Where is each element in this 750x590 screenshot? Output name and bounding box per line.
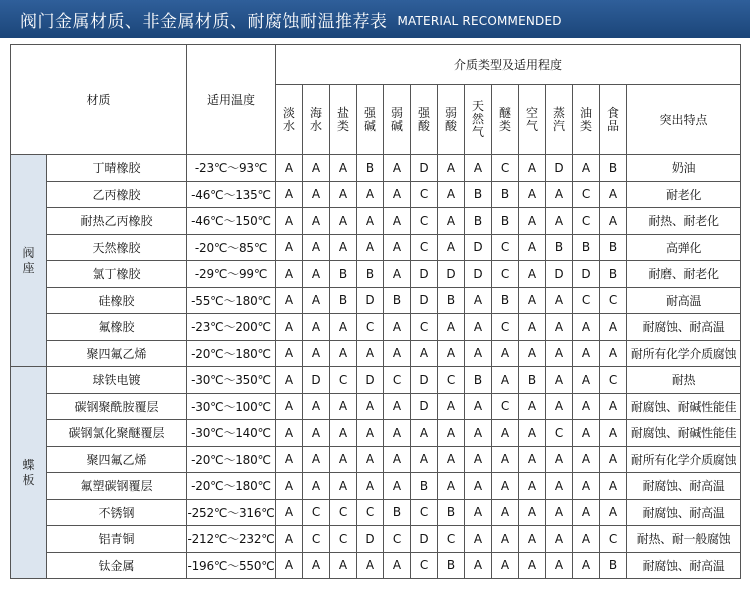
grade-cell: A (384, 393, 411, 420)
grade-cell: A (330, 473, 357, 500)
grade-cell: A (438, 473, 465, 500)
grade-cell: A (546, 446, 573, 473)
grade-cell: C (492, 393, 519, 420)
table-row (11, 499, 741, 526)
material-cell: 乙丙橡胶 (47, 181, 187, 208)
grade-cell: A (546, 314, 573, 341)
feature-cell: 耐热、耐一般腐蚀 (627, 526, 741, 553)
grade-cell: A (519, 499, 546, 526)
header-media-12: 食 品 (600, 85, 627, 155)
grade-cell: A (384, 446, 411, 473)
grade-cell: A (519, 234, 546, 261)
grade-cell: A (438, 208, 465, 235)
grade-cell: C (438, 526, 465, 553)
feature-cell: 耐老化 (627, 181, 741, 208)
grade-cell: A (519, 420, 546, 447)
grade-cell: C (357, 499, 384, 526)
grade-cell: A (276, 552, 303, 579)
temperature-cell: -20℃～85℃ (187, 234, 276, 261)
header-media-4: 弱 碱 (384, 85, 411, 155)
grade-cell: C (411, 208, 438, 235)
feature-cell: 耐热、耐老化 (627, 208, 741, 235)
header-media-11: 油 类 (573, 85, 600, 155)
grade-cell: A (573, 446, 600, 473)
grade-cell: A (519, 314, 546, 341)
temperature-cell: -20℃～180℃ (187, 473, 276, 500)
grade-cell: C (600, 367, 627, 394)
header-media-6: 弱 酸 (438, 85, 465, 155)
grade-cell: A (303, 314, 330, 341)
temperature-cell: -252℃～316℃ (187, 499, 276, 526)
grade-cell: B (465, 181, 492, 208)
grade-cell: A (465, 552, 492, 579)
grade-cell: A (573, 155, 600, 182)
title-banner (0, 0, 750, 38)
table-row (11, 208, 741, 235)
grade-cell: A (465, 287, 492, 314)
grade-cell: A (384, 473, 411, 500)
table-row (11, 261, 741, 288)
grade-cell: A (276, 234, 303, 261)
grade-cell: A (384, 155, 411, 182)
grade-cell: A (573, 393, 600, 420)
grade-cell: A (519, 181, 546, 208)
grade-cell: A (357, 234, 384, 261)
table-row (11, 314, 741, 341)
grade-cell: A (546, 473, 573, 500)
grade-cell: A (330, 181, 357, 208)
grade-cell: A (519, 155, 546, 182)
grade-cell: A (600, 181, 627, 208)
grade-cell: A (303, 287, 330, 314)
header-media-2: 盐 类 (330, 85, 357, 155)
grade-cell: D (411, 155, 438, 182)
grade-cell: B (519, 367, 546, 394)
grade-cell: A (330, 208, 357, 235)
grade-cell: D (465, 234, 492, 261)
header-feature: 突出特点 (627, 85, 741, 155)
grade-cell: A (465, 499, 492, 526)
grade-cell: A (357, 446, 384, 473)
grade-cell: A (465, 393, 492, 420)
table-row (11, 234, 741, 261)
grade-cell: A (519, 208, 546, 235)
grade-cell: C (357, 314, 384, 341)
grade-cell: D (357, 526, 384, 553)
grade-cell: A (546, 340, 573, 367)
temperature-cell: -196℃～550℃ (187, 552, 276, 579)
grade-cell: B (492, 181, 519, 208)
temperature-cell: -20℃～180℃ (187, 340, 276, 367)
table-row (11, 473, 741, 500)
grade-cell: A (519, 446, 546, 473)
grade-cell: A (357, 208, 384, 235)
grade-cell: D (411, 393, 438, 420)
grade-cell: A (276, 446, 303, 473)
grade-cell: A (276, 208, 303, 235)
grade-cell: A (519, 552, 546, 579)
temperature-cell: -30℃～350℃ (187, 367, 276, 394)
grade-cell: C (600, 287, 627, 314)
grade-cell: A (573, 314, 600, 341)
grade-cell: A (276, 367, 303, 394)
material-cell: 聚四氟乙烯 (47, 340, 187, 367)
temperature-cell: -55℃～180℃ (187, 287, 276, 314)
grade-cell: B (384, 287, 411, 314)
feature-cell: 耐腐蚀、耐高温 (627, 473, 741, 500)
material-table (10, 44, 741, 579)
grade-cell: A (465, 314, 492, 341)
grade-cell: A (303, 155, 330, 182)
grade-cell: A (384, 208, 411, 235)
grade-cell: A (465, 155, 492, 182)
material-cell: 碳钢聚酰胺覆层 (47, 393, 187, 420)
header-temperature: 适用温度 (187, 45, 276, 155)
grade-cell: C (330, 526, 357, 553)
grade-cell: B (330, 261, 357, 288)
grade-cell: A (357, 181, 384, 208)
grade-cell: A (465, 526, 492, 553)
feature-cell: 高弹化 (627, 234, 741, 261)
table-row (11, 287, 741, 314)
material-cell: 钛金属 (47, 552, 187, 579)
grade-cell: A (546, 181, 573, 208)
header-media-9: 空 气 (519, 85, 546, 155)
grade-cell: B (600, 552, 627, 579)
grade-cell: A (357, 340, 384, 367)
table-row (11, 181, 741, 208)
grade-cell: A (546, 499, 573, 526)
grade-cell: C (411, 181, 438, 208)
grade-cell: A (330, 446, 357, 473)
grade-cell: B (465, 367, 492, 394)
grade-cell: A (384, 340, 411, 367)
grade-cell: A (492, 473, 519, 500)
grade-cell: C (600, 526, 627, 553)
feature-cell: 耐腐蚀、耐高温 (627, 552, 741, 579)
grade-cell: A (357, 393, 384, 420)
grade-cell: C (384, 526, 411, 553)
grade-cell: A (465, 420, 492, 447)
grade-cell: B (492, 208, 519, 235)
grade-cell: D (438, 261, 465, 288)
grade-cell: A (276, 473, 303, 500)
grade-cell: A (303, 261, 330, 288)
temperature-cell: -212℃～232℃ (187, 526, 276, 553)
grade-cell: C (546, 420, 573, 447)
grade-cell: A (276, 181, 303, 208)
grade-cell: A (384, 181, 411, 208)
grade-cell: A (303, 181, 330, 208)
grade-cell: A (384, 234, 411, 261)
grade-cell: A (492, 420, 519, 447)
grade-cell: A (438, 314, 465, 341)
grade-cell: A (330, 420, 357, 447)
feature-cell: 耐腐蚀、耐高温 (627, 314, 741, 341)
grade-cell: C (492, 261, 519, 288)
grade-cell: A (573, 499, 600, 526)
grade-cell: B (438, 499, 465, 526)
material-cell: 氟塑碳钢覆层 (47, 473, 187, 500)
grade-cell: A (330, 314, 357, 341)
grade-cell: A (276, 261, 303, 288)
grade-cell: A (438, 393, 465, 420)
grade-cell: A (546, 393, 573, 420)
grade-cell: A (330, 552, 357, 579)
grade-cell: A (465, 340, 492, 367)
grade-cell: A (438, 234, 465, 261)
grade-cell: A (492, 552, 519, 579)
feature-cell: 耐所有化学介质腐蚀 (627, 340, 741, 367)
grade-cell: A (384, 420, 411, 447)
group-label-seat: 阀 座 (11, 155, 47, 367)
grade-cell: A (573, 552, 600, 579)
grade-cell: A (519, 287, 546, 314)
grade-cell: B (600, 234, 627, 261)
grade-cell: A (303, 340, 330, 367)
grade-cell: A (519, 526, 546, 553)
grade-cell: A (438, 181, 465, 208)
grade-cell: A (492, 340, 519, 367)
grade-cell: A (573, 367, 600, 394)
grade-cell: A (303, 446, 330, 473)
grade-cell: A (438, 155, 465, 182)
grade-cell: A (276, 393, 303, 420)
header-media-10: 蒸 汽 (546, 85, 573, 155)
material-cell: 天然橡胶 (47, 234, 187, 261)
feature-cell: 耐磨、耐老化 (627, 261, 741, 288)
grade-cell: A (546, 367, 573, 394)
grade-cell: A (411, 446, 438, 473)
temperature-cell: -23℃～200℃ (187, 314, 276, 341)
grade-cell: A (546, 552, 573, 579)
grade-cell: A (303, 473, 330, 500)
feature-cell: 耐热 (627, 367, 741, 394)
grade-cell: C (492, 314, 519, 341)
grade-cell: A (519, 261, 546, 288)
grade-cell: A (600, 499, 627, 526)
grade-cell: A (600, 340, 627, 367)
feature-cell: 奶油 (627, 155, 741, 182)
grade-cell: A (276, 340, 303, 367)
grade-cell: D (303, 367, 330, 394)
grade-cell: A (465, 473, 492, 500)
temperature-cell: -23℃～93℃ (187, 155, 276, 182)
grade-cell: A (276, 287, 303, 314)
grade-cell: A (438, 340, 465, 367)
grade-cell: A (276, 314, 303, 341)
grade-cell: D (546, 261, 573, 288)
feature-cell: 耐腐蚀、耐高温 (627, 499, 741, 526)
grade-cell: A (600, 473, 627, 500)
grade-cell: A (357, 420, 384, 447)
banner-title-en: MATERIAL RECOMMENDED (397, 13, 562, 28)
grade-cell: B (357, 155, 384, 182)
header-media-group: 介质类型及适用程度 (276, 45, 741, 85)
grade-cell: D (411, 367, 438, 394)
grade-cell: A (600, 208, 627, 235)
grade-cell: C (573, 287, 600, 314)
grade-cell: A (600, 314, 627, 341)
grade-cell: C (438, 367, 465, 394)
table-row (11, 420, 741, 447)
feature-cell: 耐高温 (627, 287, 741, 314)
grade-cell: D (411, 261, 438, 288)
grade-cell: A (303, 552, 330, 579)
grade-cell: D (573, 261, 600, 288)
grade-cell: C (303, 499, 330, 526)
grade-cell: B (573, 234, 600, 261)
grade-cell: C (384, 367, 411, 394)
table-row (11, 393, 741, 420)
header-media-5: 强 酸 (411, 85, 438, 155)
grade-cell: C (492, 155, 519, 182)
grade-cell: A (546, 526, 573, 553)
header-material: 材质 (11, 45, 187, 155)
grade-cell: D (546, 155, 573, 182)
grade-cell: C (411, 552, 438, 579)
feature-cell: 耐所有化学介质腐蚀 (627, 446, 741, 473)
grade-cell: C (573, 181, 600, 208)
temperature-cell: -30℃～140℃ (187, 420, 276, 447)
material-cell: 氟橡胶 (47, 314, 187, 341)
material-cell: 铝青铜 (47, 526, 187, 553)
grade-cell: B (546, 234, 573, 261)
table-row (11, 340, 741, 367)
grade-cell: C (573, 208, 600, 235)
grade-cell: A (357, 473, 384, 500)
grade-cell: A (384, 552, 411, 579)
grade-cell: A (303, 393, 330, 420)
grade-cell: A (573, 526, 600, 553)
grade-cell: B (492, 287, 519, 314)
table-row (11, 155, 741, 182)
grade-cell: A (600, 446, 627, 473)
grade-cell: B (384, 499, 411, 526)
grade-cell: A (276, 499, 303, 526)
material-cell: 丁晴橡胶 (47, 155, 187, 182)
grade-cell: A (330, 155, 357, 182)
grade-cell: A (492, 499, 519, 526)
grade-cell: B (330, 287, 357, 314)
temperature-cell: -20℃～180℃ (187, 446, 276, 473)
material-cell: 不锈钢 (47, 499, 187, 526)
header-media-7: 天 然 气 (465, 85, 492, 155)
grade-cell: A (330, 393, 357, 420)
group-label-disc: 蝶 板 (11, 367, 47, 579)
grade-cell: A (357, 552, 384, 579)
header-media-1: 海 水 (303, 85, 330, 155)
grade-cell: A (519, 473, 546, 500)
grade-cell: A (303, 208, 330, 235)
grade-cell: A (492, 367, 519, 394)
grade-cell: A (384, 314, 411, 341)
table-row (11, 446, 741, 473)
grade-cell: A (573, 340, 600, 367)
header-media-8: 醚 类 (492, 85, 519, 155)
table-row (11, 552, 741, 579)
grade-cell: A (600, 420, 627, 447)
grade-cell: B (411, 473, 438, 500)
grade-cell: C (303, 526, 330, 553)
material-cell: 氯丁橡胶 (47, 261, 187, 288)
grade-cell: A (600, 393, 627, 420)
temperature-cell: -30℃～100℃ (187, 393, 276, 420)
table-body (11, 155, 741, 579)
grade-cell: C (330, 499, 357, 526)
grade-cell: A (519, 393, 546, 420)
grade-cell: B (438, 287, 465, 314)
header-media-3: 强 碱 (357, 85, 384, 155)
grade-cell: A (276, 526, 303, 553)
grade-cell: A (519, 340, 546, 367)
grade-cell: A (465, 446, 492, 473)
grade-cell: A (276, 420, 303, 447)
grade-cell: A (492, 526, 519, 553)
grade-cell: A (492, 446, 519, 473)
grade-cell: B (600, 155, 627, 182)
grade-cell: A (438, 446, 465, 473)
grade-cell: A (546, 287, 573, 314)
material-cell: 碳钢氯化聚醚覆层 (47, 420, 187, 447)
grade-cell: A (384, 261, 411, 288)
grade-cell: A (303, 234, 330, 261)
grade-cell: A (573, 473, 600, 500)
grade-cell: B (438, 552, 465, 579)
grade-cell: A (573, 420, 600, 447)
grade-cell: A (411, 420, 438, 447)
table-row (11, 526, 741, 553)
feature-cell: 耐腐蚀、耐碱性能佳 (627, 393, 741, 420)
grade-cell: B (465, 208, 492, 235)
grade-cell: A (411, 340, 438, 367)
grade-cell: B (357, 261, 384, 288)
material-cell: 耐热乙丙橡胶 (47, 208, 187, 235)
material-cell: 硅橡胶 (47, 287, 187, 314)
grade-cell: C (411, 234, 438, 261)
grade-cell: D (465, 261, 492, 288)
grade-cell: A (276, 155, 303, 182)
temperature-cell: -29℃～99℃ (187, 261, 276, 288)
grade-cell: C (492, 234, 519, 261)
grade-cell: D (411, 287, 438, 314)
temperature-cell: -46℃～150℃ (187, 208, 276, 235)
feature-cell: 耐腐蚀、耐碱性能佳 (627, 420, 741, 447)
grade-cell: B (600, 261, 627, 288)
table-row (11, 367, 741, 394)
grade-cell: D (357, 287, 384, 314)
banner-title-cn: 阀门金属材质、非金属材质、耐腐蚀耐温推荐表 (20, 11, 388, 32)
temperature-cell: -46℃～135℃ (187, 181, 276, 208)
material-cell: 球铁电镀 (47, 367, 187, 394)
grade-cell: A (330, 234, 357, 261)
grade-cell: C (411, 499, 438, 526)
grade-cell: D (357, 367, 384, 394)
grade-cell: A (330, 340, 357, 367)
grade-cell: A (438, 420, 465, 447)
grade-cell: A (303, 420, 330, 447)
grade-cell: C (330, 367, 357, 394)
material-cell: 聚四氟乙烯 (47, 446, 187, 473)
header-media-0: 淡 水 (276, 85, 303, 155)
grade-cell: A (546, 208, 573, 235)
grade-cell: D (411, 526, 438, 553)
grade-cell: C (411, 314, 438, 341)
